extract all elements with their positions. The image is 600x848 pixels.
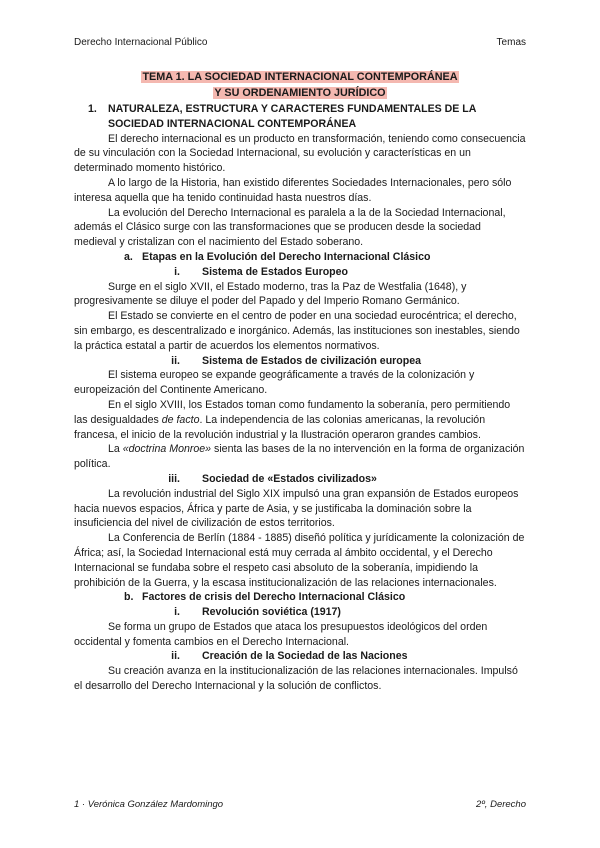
subheading-a-iii	[74, 472, 526, 487]
paragraph	[74, 442, 526, 472]
subheading-title: Creación de la Sociedad de las Naciones	[202, 650, 408, 663]
footer-course: 2º, Derecho	[476, 799, 526, 810]
text-run: En el siglo XVIII, los Estados toman como fundamento la soberanía, pero permitiendo las desigualdades	[74, 398, 511, 426]
section-number: 1.	[88, 103, 97, 115]
paragraph	[74, 398, 526, 442]
subheading-a-i	[74, 265, 526, 280]
document-body	[74, 70, 526, 694]
paragraph: El Estado se convierte en el centro de poder en una sociedad eurocéntrica; el derecho, sin embargo, es descentralizado e inorgánico. Además, las instituciones son inestables, siendo la práctica estatal a partir de acuerdos los elementos normativos.	[74, 310, 520, 352]
subheading-numeral: ii.	[171, 354, 180, 367]
paragraph: Se forma un grupo de Estados que ataca los presupuestos ideológicos del orden occidental y fomenta cambios en el Derecho Internacional.	[74, 620, 488, 648]
paragraph: El derecho internacional es un producto en transformación, teniendo como consecuencia de su vinculación con la Sociedad Internacional, su evolución y características en un determinado momento histórico.	[74, 132, 526, 175]
section-title: NATURALEZA, ESTRUCTURA Y CARACTERES FUNDAMENTALES DE LA SOCIEDAD INTERNACIONAL CONTEMPORÁNEA	[108, 103, 477, 130]
subheading-numeral: i.	[174, 265, 180, 278]
footer-page-author: 1 · Verónica González Mardomingo	[74, 799, 224, 810]
header-section: Temas	[496, 37, 526, 48]
subheading-numeral: iii.	[168, 472, 180, 485]
section-heading-1	[74, 102, 526, 132]
document-title	[74, 70, 526, 101]
paragraph: La Conferencia de Berlín (1884 - 1885) diseñó política y jurídicamente la colonización de África; así, la Sociedad Internacional está muy cerrada al ámbito occidental, y el Derecho Internacional se fundaba sobre el respeto casi absoluto de la soberanía, impidiendo la prohibición de la Guerra, y la escasa institucionalización de las relaciones internacionales.	[74, 532, 525, 589]
subheading-title: Revolución soviética (1917)	[202, 606, 341, 619]
subheading-title: Sociedad de «Estados civilizados»	[202, 472, 377, 485]
paragraph: La evolución del Derecho Internacional es paralela a la de la Sociedad Internacional, además el Clásico surge con las transformaciones que se producen desde la sociedad medieval y cristalizan con el nacimiento del Estado soberano.	[74, 206, 506, 249]
subheading-b-i	[74, 605, 526, 620]
paragraph: Su creación avanza en la institucionalización de las relaciones internacionales. Impulsó el desarrollo del Derecho Internacional y la solución de conflictos.	[74, 665, 518, 693]
paragraph: A lo largo de la Historia, han existido diferentes Sociedades Internacionales, pero sólo interesa aquella que ha tenido continuidad hasta nuestros días.	[74, 176, 512, 204]
page-header	[74, 37, 526, 48]
title-line-1: TEMA 1. LA SOCIEDAD INTERNACIONAL CONTEMPORÁNEA	[142, 71, 458, 83]
paragraph: Surge en el siglo XVII, el Estado moderno, tras la Paz de Westfalia (1648), y progresivamente se diluye el poder del Papado y del Imperio Romano Germánico.	[74, 280, 467, 308]
paragraph: El sistema europeo se expande geográficamente a través de la colonización y europeización del Continente Americano.	[74, 369, 475, 397]
emphasis: de facto	[161, 413, 200, 426]
text-run: La	[108, 443, 123, 456]
subheading-title: Sistema de Estados Europeo	[202, 265, 349, 278]
subheading-title: Sistema de Estados de civilización europea	[202, 354, 422, 367]
subheading-a-ii	[74, 354, 526, 369]
subsection-title: Factores de crisis del Derecho Internacional Clásico	[142, 591, 406, 604]
emphasis: «doctrina Monroe»	[122, 443, 212, 456]
text-run: sienta las bases de la no intervención en la forma de organización política.	[74, 443, 525, 471]
page-footer	[74, 799, 526, 810]
subheading-numeral: ii.	[171, 650, 180, 663]
subheading-b-ii	[74, 649, 526, 664]
subsection-letter: a.	[124, 250, 133, 263]
header-subject: Derecho Internacional Público	[74, 37, 208, 48]
subheading-numeral: i.	[174, 606, 180, 619]
subsection-letter: b.	[124, 591, 134, 604]
subsection-title: Etapas en la Evolución del Derecho Internacional Clásico	[142, 250, 431, 263]
subsection-heading-b	[74, 590, 526, 605]
text-run: . La independencia de las colonias americanas, la revolución francesa, el inicio de la revolución industrial y la Ilustración operaron grandes cambios.	[74, 413, 486, 441]
paragraph: La revolución industrial del Siglo XIX impulsó una gran expansión de Estados europeos hacia nuevos espacios, África y parte de Asia, y se justificaba la dominación sobre la insuficiencia del nivel de civilización de estos territorios.	[74, 487, 519, 530]
subsection-heading-a	[74, 250, 526, 265]
title-line-2: Y SU ORDENAMIENTO JURÍDICO	[214, 86, 386, 99]
